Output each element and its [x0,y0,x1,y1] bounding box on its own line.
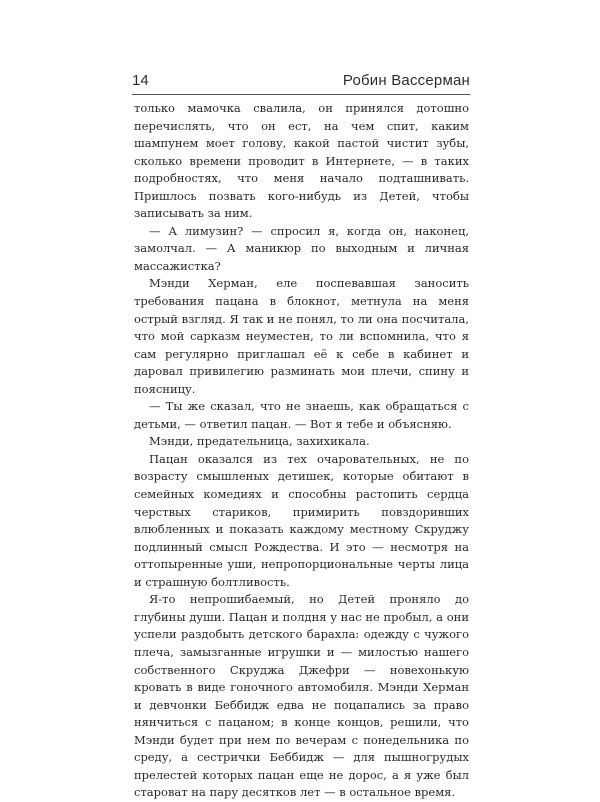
page-number: 14 [132,72,149,89]
header-rule [132,94,470,95]
paragraph: Мэнди Херман, еле поспевавшая заносить требования пацана в блокнот, метнула на меня острый взгляд. Я так и не понял, то ли она посчитала, что мой сарказм неуместен, то ли вспомнила, что я сам регулярно приглашал её к себе в кабинет и даровал привилегию разминать мои плечи, спину и поясницу. [134,276,469,396]
paragraph: только мамочка свалила, он принялся дотошно перечислять, что он ест, на чем спит, каким шампунем моет голову, какой пастой чистит зубы, сколько времени проводит в Интернете, — в таких подробностях, что меня начало подташнивать. Пришлось позвать кого-нибудь из Детей, чтобы записывать за ним. [134,101,469,221]
running-title-author: Робин Вассерман [342,72,470,89]
paragraph: Мэнди, предательница, захихикала. [149,434,370,449]
paragraph: Пацан оказался из тех очаровательных, не по возрасту смышленых детишек, которые обитают в семейных комедиях и способны растопить сердца черствых стариков, примирить повздоривших влюбленных и показать каждому местному Скруджу подлинный смысл Рождества. И это — несмотря на оттопыренные уши, непропорциональные черты лица и страшную болтливость. [134,451,469,589]
paragraph: — А лимузин? — спросил я, когда он, наконец, замолчал. — А маникюр по выходным и личная массажистка? [134,223,469,273]
running-head [132,72,470,92]
body-text [134,100,469,802]
paragraph: Я-то непрошибаемый, но Детей проняло до глубины души. Пацан и полдня у нас не пробыл, а они успели раздобыть детского барахла: одежду с чужого плеча, замызганные игрушки и — милостью нашего собственного Скруджа Джефри — новехонькую кровать в виде гоночного автомобиля. Мэнди Херман и девчонки Беббидж едва не поцапались за право нянчиться с пацаном; в конце концов, решили, что Мэнди будет при нем по вечерам с понедельника по среду, а сестрички Беббидж — для пышногрудых прелестей которых пацан еще не дорос, а я уже был староват на пару десятков лет — в остальное время. [134,592,469,800]
paragraph: — Ты же сказал, что не знаешь, как обращаться с детьми, — ответил пацан. — Вот я тебе и объясняю. [134,399,469,431]
